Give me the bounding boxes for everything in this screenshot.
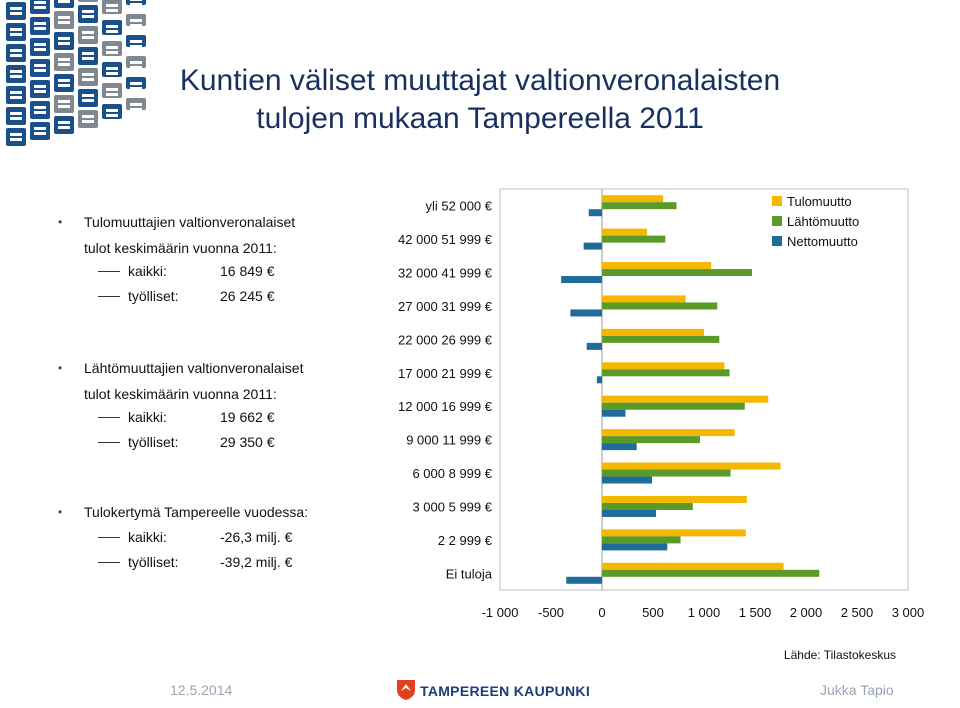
logo-tile [30,122,50,140]
stat-label: kaikki: [128,409,167,425]
bar-tulomuutto [602,362,724,369]
bar-nettomuutto [602,477,652,484]
bar-lähtömuutto [602,536,681,543]
legend-swatch [772,236,782,246]
bar-lähtömuutto [602,570,819,577]
logo-stripe [130,61,142,64]
block-subheading: tulot keskimäärin vuonna 2011: [84,386,277,402]
logo-stripe [58,21,70,24]
logo-tile [30,59,50,77]
bar-nettomuutto [602,410,625,417]
bar-lähtömuutto [602,403,745,410]
logo-stripe [34,69,46,72]
category-label: 27 000 31 999 € [398,298,492,314]
logo-stripe [82,36,94,39]
bar-tulomuutto [602,295,686,302]
bar-nettomuutto [602,543,667,550]
bar-lähtömuutto [602,436,700,443]
bar-nettomuutto [602,510,656,517]
logo-stripe [106,51,118,54]
legend-label: Lähtömuutto [787,214,860,229]
x-tick-label: -500 [537,605,565,620]
slide-title [150,62,810,138]
logo-stripe [58,58,70,61]
logo-stripe [130,82,142,85]
category-label: 2 2 999 € [437,532,492,548]
logo-stripe [10,33,22,36]
logo-stripe [130,103,142,106]
logo-stripe [106,72,118,75]
legend-swatch [772,216,782,226]
stat-value: 26 245 € [220,288,275,304]
logo-tile [6,107,26,125]
bar-lähtömuutto [602,269,752,276]
logo-stripe [106,25,118,28]
logo-stripe [10,7,22,10]
legend-label: Tulomuutto [787,194,852,209]
bar-tulomuutto [602,262,711,269]
logo-stripe [106,114,118,117]
logo-stripe [130,19,142,22]
bar-nettomuutto [602,443,637,450]
logo-stripe [130,87,142,90]
logo-stripe [106,4,118,7]
legend-label: Nettomuutto [787,234,858,249]
x-tick-label: 500 [642,605,664,620]
bar-tulomuutto [602,529,746,536]
logo-tile [6,44,26,62]
logo-stripe [10,91,22,94]
bar-lähtömuutto [602,202,676,209]
migration-income-bar-chart [380,185,925,635]
logo-tile [30,17,50,35]
logo-tile [78,26,98,44]
stat-value: 16 849 € [220,263,275,279]
logo-stripe [10,70,22,73]
stat-row-employed [58,284,295,309]
logo-stripe [34,106,46,109]
logo-stripe [82,73,94,76]
logo-stripe [58,42,70,45]
logo-stripe [34,127,46,130]
logo-stripe [34,111,46,114]
logo-stripe [34,90,46,93]
bar-nettomuutto [561,276,602,283]
logo-stripe [106,88,118,91]
category-label: Ei tuloja [445,566,492,582]
logo-stripe [82,115,94,118]
stat-row-employed [58,430,303,455]
logo-tile [78,68,98,86]
logo-tile [54,53,74,71]
income-accumulation-block [58,501,308,575]
logo-tile [54,116,74,134]
logo-stripe [58,105,70,108]
logo-stripe [58,84,70,87]
category-label: 42 000 51 999 € [398,232,492,248]
block-heading: Tulokertymä Tampereelle vuodessa: [84,504,309,520]
logo-stripe [130,40,142,43]
bar-lähtömuutto [602,302,717,309]
logo-tile [78,0,98,2]
logo-tile [30,101,50,119]
stat-value: 19 662 € [220,409,275,425]
logo-tile [6,23,26,41]
bar-tulomuutto [602,463,781,470]
logo-stripe [34,132,46,135]
logo-tile [78,89,98,107]
category-label: 12 000 16 999 € [398,399,492,415]
logo-stripe [10,117,22,120]
x-tick-label: 1 000 [687,605,721,620]
logo-stripe [10,54,22,57]
logo-tile [78,47,98,65]
footer-author: Jukka Tapio [820,682,894,698]
stat-row-employed [58,550,308,575]
dash-icon [98,537,120,538]
stat-label: työlliset: [128,434,179,450]
logo-stripe [34,22,46,25]
logo-stripe [34,1,46,4]
logo-stripe [130,0,142,1]
stat-value: -26,3 milj. € [220,529,293,545]
city-crest-icon [396,679,416,701]
stat-value: 29 350 € [220,434,275,450]
outgoing-income-block [58,357,303,455]
bar-tulomuutto [602,429,735,436]
dash-icon [98,562,120,563]
bar-lähtömuutto [602,503,693,510]
x-tick-label: 0 [598,605,606,620]
logo-stripe [82,31,94,34]
logo-stripe [10,49,22,52]
logo-stripe [82,57,94,60]
dash-icon [98,271,120,272]
bar-lähtömuutto [602,470,731,477]
logo-stripe [82,10,94,13]
bar-nettomuutto [584,243,602,250]
stat-label: työlliset: [128,554,179,570]
logo-tile [78,5,98,23]
stat-row-all [58,405,303,430]
x-tick-label: 3 000 [891,605,925,620]
bar-tulomuutto [602,396,768,403]
logo-stripe [10,96,22,99]
logo-tile [6,65,26,83]
block-subheading: tulot keskimäärin vuonna 2011: [84,240,277,256]
logo-stripe [82,120,94,123]
logo-stripe [82,52,94,55]
x-tick-label: -1 000 [481,605,519,620]
incoming-income-block [58,211,295,309]
logo-tile [6,86,26,104]
logo-tile [54,95,74,113]
block-heading: Lähtömuuttajien valtionveronalaiset [84,360,304,376]
logo-stripe [34,27,46,30]
logo-stripe [58,79,70,82]
logo-stripe [106,93,118,96]
bar-tulomuutto [602,563,784,570]
logo-stripe [10,138,22,141]
logo-stripe [58,63,70,66]
logo-stripe [58,16,70,19]
logo-stripe [58,126,70,129]
city-name: TAMPEREEN KAUPUNKI [420,683,591,699]
bar-nettomuutto [587,343,602,350]
logo-stripe [10,28,22,31]
logo-stripe [10,112,22,115]
category-label: yli 52 000 € [425,198,492,214]
logo-stripe [10,133,22,136]
logo-stripe [82,99,94,102]
stat-label: kaikki: [128,529,167,545]
logo-stripe [10,75,22,78]
bar-nettomuutto [597,376,602,383]
stat-row-all [58,259,295,284]
logo-stripe [82,78,94,81]
logo-stripe [130,108,142,111]
stat-value: -39,2 milj. € [220,554,293,570]
stat-label: kaikki: [128,263,167,279]
dash-icon [98,417,120,418]
bar-lähtömuutto [602,236,665,243]
bullet-icon: • [58,361,63,375]
logo-tile [30,38,50,56]
bar-nettomuutto [589,209,602,216]
block-heading: Tulomuuttajien valtionveronalaiset [84,214,296,230]
logo-stripe [106,9,118,12]
logo-stripe [106,30,118,33]
logo-tile [54,32,74,50]
logo-stripe [130,3,142,6]
category-label: 9 000 11 999 € [406,432,492,448]
footer-date: 12.5.2014 [170,682,233,698]
logo-stripe [58,100,70,103]
bar-tulomuutto [602,496,747,503]
brand-logo [0,0,160,150]
logo-stripe [82,94,94,97]
x-tick-label: 1 500 [738,605,772,620]
logo-stripe [34,48,46,51]
category-label: 32 000 41 999 € [398,265,492,281]
logo-tile [78,110,98,128]
logo-tile [6,128,26,146]
logo-stripe [82,15,94,18]
title-line-2: tulojen mukaan Tampereella 2011 [256,102,704,135]
bullet-icon: • [58,215,63,229]
title-line-1: Kuntien väliset muuttajat valtionveronalaisten [179,64,781,97]
logo-tile [6,2,26,20]
dash-icon [98,442,120,443]
logo-stripe [130,66,142,69]
logo-stripe [34,43,46,46]
logo-stripe [106,46,118,49]
bar-lähtömuutto [602,369,730,376]
source-note: Lähde: Tilastokeskus [783,648,896,662]
logo-stripe [130,45,142,48]
bar-tulomuutto [602,329,704,336]
logo-stripe [34,6,46,9]
bar-nettomuutto [570,309,602,316]
logo-tile [30,80,50,98]
stat-row-all [58,525,308,550]
logo-stripe [58,0,70,3]
x-tick-label: 2 000 [789,605,823,620]
logo-stripe [10,12,22,15]
logo-stripe [106,67,118,70]
bar-tulomuutto [602,229,647,236]
bar-nettomuutto [566,577,602,584]
legend-swatch [772,196,782,206]
logo-stripe [34,64,46,67]
logo-tile [54,11,74,29]
logo-stripe [106,109,118,112]
stat-label: työlliset: [128,288,179,304]
bar-tulomuutto [602,195,663,202]
logo-stripe [130,24,142,27]
category-label: 22 000 26 999 € [398,332,492,348]
dash-icon [98,296,120,297]
bullet-icon: • [58,505,63,519]
bar-lähtömuutto [602,336,719,343]
category-label: 6 000 8 999 € [412,466,492,482]
category-label: 17 000 21 999 € [398,365,492,381]
logo-stripe [58,37,70,40]
logo-stripe [34,85,46,88]
x-tick-label: 2 500 [840,605,874,620]
logo-tile [54,74,74,92]
category-label: 3 000 5 999 € [412,499,492,515]
logo-stripe [58,121,70,124]
